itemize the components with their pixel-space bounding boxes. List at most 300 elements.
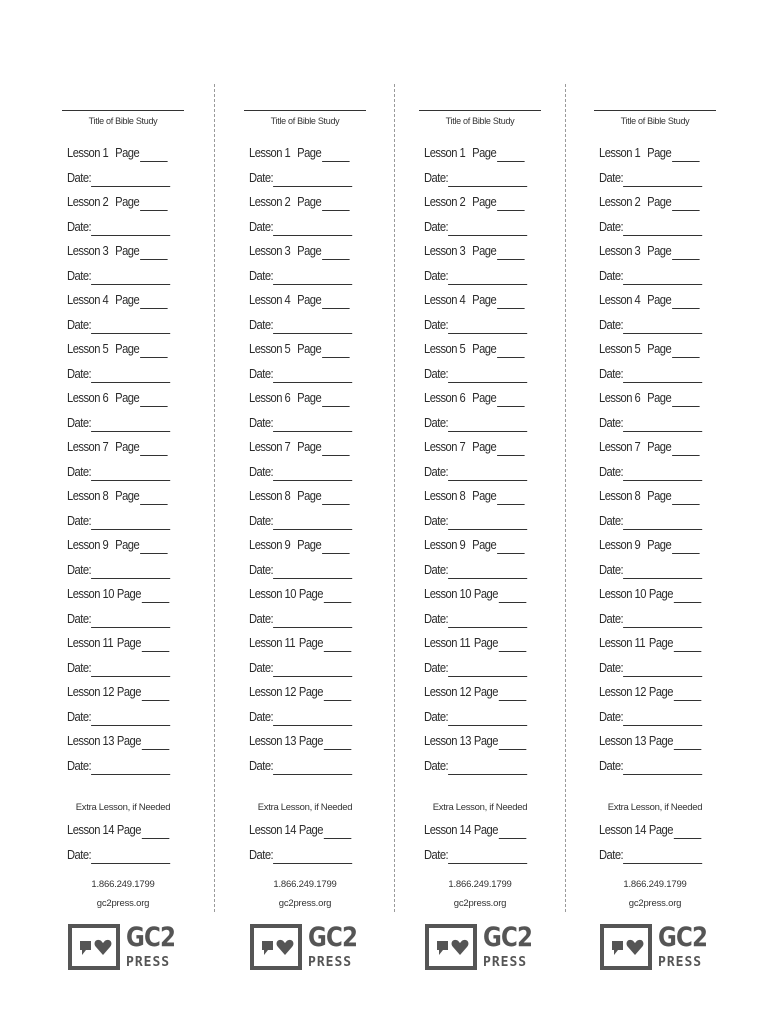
page-blank-field[interactable] [140,198,168,211]
date-row [424,846,529,864]
phone-number: 1.866.249.1799 [623,879,687,890]
page-blank-field[interactable] [322,198,350,211]
lesson-row [67,291,172,309]
lesson-row [599,585,704,603]
date-blank-field[interactable] [448,713,527,726]
logo-name: GC2 [308,922,358,953]
date-blank-field[interactable] [273,762,352,775]
lesson-label: Lesson 7 [599,439,641,454]
page-blank-field[interactable] [499,639,527,652]
page-blank-field[interactable] [142,826,170,839]
page-label: Page [473,635,498,650]
date-blank-field[interactable] [91,566,170,579]
date-blank-field[interactable] [623,419,702,432]
date-label: Date: [249,414,274,430]
date-row [249,659,354,677]
lesson-label: Lesson 4 [599,292,641,307]
page-label: Page [472,390,497,405]
date-label: Date: [249,610,274,626]
date-blank-field[interactable] [91,762,170,775]
lesson-row [599,389,704,407]
page-blank-field[interactable] [497,541,525,554]
page-label: Page [298,684,323,699]
lesson-row [599,683,704,701]
date-label: Date: [424,316,449,332]
date-label: Date: [249,512,274,528]
page-blank-field[interactable] [497,247,525,260]
date-blank-field[interactable] [448,223,527,236]
lesson-row [599,144,704,162]
page-blank-field[interactable] [497,394,525,407]
page-blank-field[interactable] [324,639,352,652]
page-blank-field[interactable] [324,737,352,750]
lesson-row [424,536,529,554]
date-blank-field[interactable] [623,664,702,677]
page-label: Page [647,292,672,307]
lesson-label: Lesson 1 [249,145,291,160]
lesson-row [67,634,172,652]
page-label: Page [116,635,141,650]
date-blank-field[interactable] [448,517,527,530]
page-blank-field[interactable] [140,492,168,505]
page-blank-field[interactable] [324,590,352,603]
page-label: Page [472,488,497,503]
date-blank-field[interactable] [273,223,352,236]
lesson-label: Lesson 6 [424,390,466,405]
date-row [424,169,529,187]
lesson-row [424,193,529,211]
page-blank-field[interactable] [322,443,350,456]
page-label: Page [472,243,497,258]
date-label: Date: [67,267,92,283]
lesson-label: Lesson 8 [424,488,466,503]
lesson-row [249,536,354,554]
lesson-label: Lesson 13 [599,733,646,748]
page-label: Page [297,390,322,405]
page-blank-field[interactable] [322,345,350,358]
date-row [599,316,704,334]
lesson-label: Lesson 9 [599,537,641,552]
lesson-row [599,821,704,839]
lesson-row [249,340,354,358]
page-label: Page [298,733,323,748]
lesson-label: Lesson 6 [249,390,291,405]
title-blank-field[interactable] [419,84,541,111]
lesson-label: Lesson 8 [599,488,641,503]
lesson-label: Lesson 1 [67,145,109,160]
date-blank-field[interactable] [623,223,702,236]
date-label: Date: [424,708,449,724]
date-blank-field[interactable] [91,321,170,334]
lesson-row [67,144,172,162]
date-blank-field[interactable] [623,517,702,530]
date-row [67,512,172,530]
page-label: Page [297,439,322,454]
date-blank-field[interactable] [273,174,352,187]
date-row [599,463,704,481]
date-blank-field[interactable] [623,272,702,285]
lesson-row [424,683,529,701]
page-blank-field[interactable] [140,541,168,554]
lesson-label: Lesson 8 [249,488,291,503]
date-blank-field[interactable] [273,272,352,285]
date-label: Date: [424,610,449,626]
date-row [599,267,704,285]
lesson-row [67,389,172,407]
page-blank-field[interactable] [499,590,527,603]
date-label: Date: [249,316,274,332]
page-blank-field[interactable] [497,198,525,211]
date-label: Date: [424,414,449,430]
page-blank-field[interactable] [140,443,168,456]
page-blank-field[interactable] [672,296,700,309]
date-blank-field[interactable] [273,370,352,383]
page-label: Page [648,733,673,748]
page-blank-field[interactable] [324,688,352,701]
date-row [424,561,529,579]
lesson-label: Lesson 5 [424,341,466,356]
page-blank-field[interactable] [140,394,168,407]
cut-line [565,84,566,912]
date-blank-field[interactable] [91,664,170,677]
page-blank-field[interactable] [674,737,702,750]
lesson-label: Lesson 12 [67,684,114,699]
title-blank-field[interactable] [594,84,716,111]
lesson-label: Lesson 10 [424,586,471,601]
page-blank-field[interactable] [142,639,170,652]
lesson-row [249,242,354,260]
date-row [424,414,529,432]
page-blank-field[interactable] [142,688,170,701]
date-label: Date: [67,846,92,862]
date-row [67,561,172,579]
date-label: Date: [599,463,624,479]
date-label: Date: [67,561,92,577]
date-row [67,463,172,481]
lesson-label: Lesson 2 [249,194,291,209]
date-row [424,512,529,530]
title-blank-field[interactable] [62,84,184,111]
lesson-row [67,438,172,456]
date-blank-field[interactable] [623,321,702,334]
lesson-label: Lesson 5 [599,341,641,356]
date-blank-field[interactable] [448,419,527,432]
date-blank-field[interactable] [448,370,527,383]
date-row [424,757,529,775]
logo-subtitle: PRESS [658,955,703,970]
gc2-press-logo [250,924,370,980]
date-row [599,659,704,677]
date-label: Date: [424,512,449,528]
page-label: Page [297,194,322,209]
lesson-row [67,585,172,603]
page-blank-field[interactable] [499,737,527,750]
page-blank-field[interactable] [497,296,525,309]
page-blank-field[interactable] [674,688,702,701]
page-blank-field[interactable] [672,541,700,554]
date-row [67,218,172,236]
lesson-row [599,438,704,456]
logo-name: GC2 [658,922,708,953]
date-blank-field[interactable] [91,419,170,432]
page-label: Page [116,684,141,699]
date-row [599,512,704,530]
lesson-row [249,193,354,211]
gc2-press-logo [68,924,188,980]
page-blank-field[interactable] [324,826,352,839]
date-row [67,414,172,432]
page-blank-field[interactable] [672,345,700,358]
page-label: Page [297,145,322,160]
lesson-label: Lesson 9 [424,537,466,552]
page-blank-field[interactable] [140,345,168,358]
date-row [424,659,529,677]
page-label: Page [472,341,497,356]
date-row [67,708,172,726]
lesson-row [67,683,172,701]
page-blank-field[interactable] [140,247,168,260]
page-label: Page [116,586,141,601]
date-label: Date: [599,757,624,773]
lesson-row [249,585,354,603]
date-blank-field[interactable] [273,713,352,726]
lesson-row [424,340,529,358]
page-label: Page [648,684,673,699]
lesson-row [424,438,529,456]
date-row [424,267,529,285]
page-blank-field[interactable] [672,492,700,505]
lesson-label: Lesson 10 [67,586,114,601]
date-row [249,757,354,775]
date-blank-field[interactable] [273,419,352,432]
lesson-row [67,536,172,554]
page-label: Page [647,243,672,258]
page-label: Page [115,243,140,258]
page-label: Page [647,537,672,552]
title-blank-field[interactable] [244,84,366,111]
page-label: Page [115,390,140,405]
page-blank-field[interactable] [672,149,700,162]
page-blank-field[interactable] [322,394,350,407]
date-blank-field[interactable] [448,664,527,677]
lesson-label: Lesson 1 [424,145,466,160]
lesson-label: Lesson 2 [67,194,109,209]
lesson-row [249,389,354,407]
date-row [249,846,354,864]
page-blank-field[interactable] [497,492,525,505]
date-blank-field[interactable] [623,762,702,775]
date-blank-field[interactable] [91,517,170,530]
date-blank-field[interactable] [273,566,352,579]
date-row [249,708,354,726]
date-blank-field[interactable] [448,468,527,481]
lesson-label: Lesson 14 [67,822,114,837]
title-label: Title of Bible Study [270,116,340,126]
lesson-row [599,634,704,652]
date-blank-field[interactable] [273,517,352,530]
page-blank-field[interactable] [322,541,350,554]
date-label: Date: [67,414,92,430]
date-label: Date: [424,218,449,234]
date-label: Date: [599,414,624,430]
date-blank-field[interactable] [91,468,170,481]
page-blank-field[interactable] [672,198,700,211]
date-row [424,463,529,481]
date-blank-field[interactable] [91,713,170,726]
date-label: Date: [249,846,274,862]
date-blank-field[interactable] [448,566,527,579]
lesson-row [249,732,354,750]
page-blank-field[interactable] [142,737,170,750]
lesson-row [249,683,354,701]
title-label: Title of Bible Study [620,116,690,126]
date-row [424,365,529,383]
date-blank-field[interactable] [448,174,527,187]
date-row [249,610,354,628]
date-row [67,846,172,864]
date-label: Date: [249,365,274,381]
title-label: Title of Bible Study [445,116,515,126]
lesson-label: Lesson 3 [424,243,466,258]
page-label: Page [116,733,141,748]
date-blank-field[interactable] [623,370,702,383]
date-blank-field[interactable] [273,664,352,677]
extra-lesson-label: Extra Lesson, if Needed [607,802,703,813]
date-label: Date: [599,561,624,577]
date-label: Date: [249,561,274,577]
date-blank-field[interactable] [273,468,352,481]
lesson-label: Lesson 13 [424,733,471,748]
page-blank-field[interactable] [140,149,168,162]
phone-number: 1.866.249.1799 [448,879,512,890]
date-blank-field[interactable] [623,174,702,187]
date-row [249,414,354,432]
page-blank-field[interactable] [497,345,525,358]
date-blank-field[interactable] [91,370,170,383]
page-label: Page [473,586,498,601]
date-blank-field[interactable] [91,272,170,285]
date-blank-field[interactable] [623,713,702,726]
date-blank-field[interactable] [91,174,170,187]
date-label: Date: [599,169,624,185]
date-blank-field[interactable] [273,851,352,864]
date-blank-field[interactable] [448,321,527,334]
date-blank-field[interactable] [448,851,527,864]
page-blank-field[interactable] [499,826,527,839]
page-blank-field[interactable] [322,247,350,260]
lesson-label: Lesson 4 [67,292,109,307]
date-blank-field[interactable] [91,615,170,628]
lesson-row [424,144,529,162]
page-blank-field[interactable] [499,688,527,701]
date-label: Date: [67,659,92,675]
lesson-label: Lesson 2 [599,194,641,209]
lesson-row [599,487,704,505]
cut-line [394,84,395,912]
page-blank-field[interactable] [672,247,700,260]
lesson-row [424,389,529,407]
page-blank-field[interactable] [322,492,350,505]
page-blank-field[interactable] [674,826,702,839]
page-blank-field[interactable] [140,296,168,309]
date-blank-field[interactable] [91,223,170,236]
lesson-label: Lesson 5 [67,341,109,356]
page-blank-field[interactable] [674,590,702,603]
lesson-row [599,340,704,358]
date-label: Date: [249,218,274,234]
date-blank-field[interactable] [91,851,170,864]
page-blank-field[interactable] [322,149,350,162]
date-blank-field[interactable] [623,851,702,864]
page-blank-field[interactable] [322,296,350,309]
lesson-row [67,340,172,358]
date-blank-field[interactable] [448,762,527,775]
page-blank-field[interactable] [674,639,702,652]
lesson-label: Lesson 3 [249,243,291,258]
date-blank-field[interactable] [448,615,527,628]
page-label: Page [472,292,497,307]
lesson-label: Lesson 3 [599,243,641,258]
page-blank-field[interactable] [497,443,525,456]
lesson-row [249,634,354,652]
date-label: Date: [424,463,449,479]
lesson-label: Lesson 10 [599,586,646,601]
page-label: Page [115,488,140,503]
cut-line [214,84,215,912]
date-blank-field[interactable] [448,272,527,285]
page-label: Page [297,292,322,307]
page-blank-field[interactable] [672,443,700,456]
date-row [599,218,704,236]
date-row [599,610,704,628]
lesson-row [67,821,172,839]
page-label: Page [473,822,498,837]
lesson-label: Lesson 1 [599,145,641,160]
date-label: Date: [67,708,92,724]
lesson-row [67,732,172,750]
date-row [424,218,529,236]
page-blank-field[interactable] [497,149,525,162]
gc2-press-logo [425,924,545,980]
date-row [249,267,354,285]
date-label: Date: [67,218,92,234]
lesson-label: Lesson 4 [249,292,291,307]
date-row [424,316,529,334]
logo-subtitle: PRESS [308,955,353,970]
lesson-row [249,821,354,839]
lesson-row [599,536,704,554]
gc2-press-logo [600,924,720,980]
date-blank-field[interactable] [623,566,702,579]
page-label: Page [115,194,140,209]
date-row [249,316,354,334]
date-label: Date: [424,846,449,862]
page-label: Page [473,733,498,748]
lesson-row [67,193,172,211]
website-link: gc2press.org [628,898,682,909]
lesson-row [424,821,529,839]
date-blank-field[interactable] [623,615,702,628]
date-blank-field[interactable] [273,615,352,628]
extra-lesson-label: Extra Lesson, if Needed [75,802,171,813]
date-blank-field[interactable] [273,321,352,334]
date-blank-field[interactable] [623,468,702,481]
date-label: Date: [599,610,624,626]
page-blank-field[interactable] [142,590,170,603]
date-label: Date: [424,561,449,577]
title-label: Title of Bible Study [88,116,158,126]
page-blank-field[interactable] [672,394,700,407]
